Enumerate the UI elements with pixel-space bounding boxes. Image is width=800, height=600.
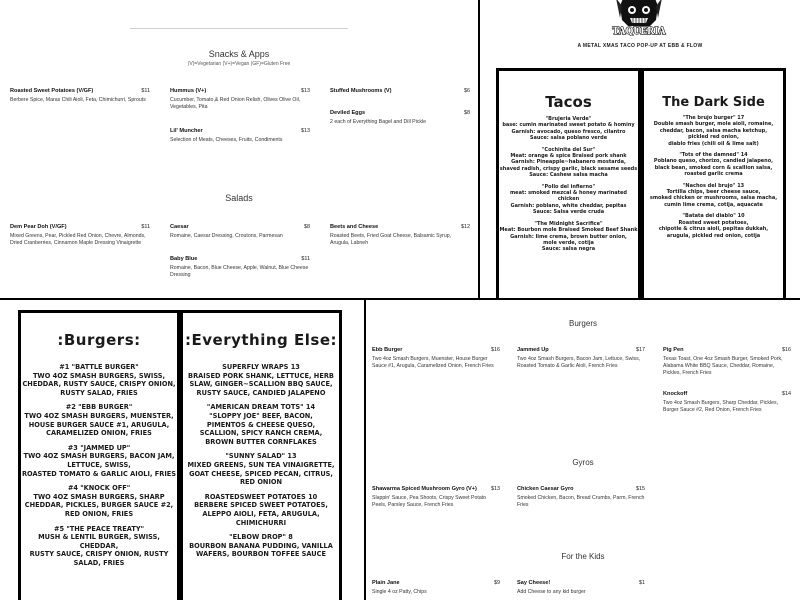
item-description: 2 each of Everything Bagel and Dill Pickle (330, 119, 427, 125)
menu-item (10, 88, 150, 104)
everything-else-line: BERBERE SPICED SWEET POTATOES, (194, 501, 328, 510)
logo-lettering: TAQUERIA (612, 26, 666, 36)
item-price: $13 (301, 128, 310, 134)
item-description: Romaine, Bacon, Blue Cheese, Apple, Walnut, Blue Cheese Dressing (170, 265, 309, 278)
menu-item (170, 128, 310, 144)
item-description: Smoked Chicken, Bacon, Bread Crumbs, Parm, French Fries (517, 495, 645, 508)
everything-else-line: RUSTY SAUCE, CANDIED JALAPENO (196, 388, 326, 397)
tacos-panel (496, 68, 641, 298)
item-name: Beets and Cheese (330, 224, 379, 230)
burger-line: CARAMELIZED ONION, FRIES (46, 429, 152, 438)
everything-else-line: MIXED GREENS, SUN TEA VINAIGRETTE, (187, 460, 335, 469)
item-price: $12 (461, 224, 470, 230)
item-name: Lil' Muncher (170, 128, 203, 134)
menu-item (170, 256, 310, 279)
taco-line: Meat: Bourbon mole Braised Smoked Beef Shank (499, 227, 638, 234)
dark-side-item-name: "The brujo burger" 17 (682, 115, 745, 121)
item-price: $1 (639, 580, 645, 586)
item-description: Single 4 oz Patty, Chips (372, 589, 427, 595)
burger-item (21, 363, 177, 397)
everything-else-line: BROWN BUTTER CORNFLAKES (205, 437, 317, 446)
taco-name: "Brujeria Verde" (545, 116, 592, 122)
menu-item (10, 224, 150, 247)
taco-name: "The Midnight Sacrifice" (534, 220, 603, 227)
tacos-title: Tacos (545, 93, 592, 111)
item-price: $8 (304, 224, 310, 230)
item-description: Roasted Beets, Fried Goat Cheese, Balsamic Syrup, Arugula, Labneh (330, 233, 452, 246)
taqueria-skull-logo (606, 0, 672, 36)
everything-else-panel (180, 310, 342, 600)
dark-side-panel (641, 68, 786, 298)
menu-item (372, 347, 500, 370)
item-price: $16 (491, 347, 500, 353)
burger-name: #3 "JAMMED UP" (67, 443, 131, 452)
item-name: Jammed Up (517, 347, 549, 353)
salads-section-title: Salads (225, 193, 253, 203)
item-name: Pig Pen (663, 347, 684, 353)
burgers-title: :Burgers: (57, 331, 141, 349)
item-description: Romaine, Caesar Dressing, Croutons, Parmesan (170, 233, 283, 239)
burgers-panel (18, 310, 180, 600)
taco-line: Garnish: avocado, queso fresco, cilantro (511, 128, 626, 135)
dark-side-line: diablo fries (chili oil & lime salt) (668, 140, 759, 147)
item-description: Add Cheese to any kid burger (517, 589, 586, 595)
item-description: Selection of Meats, Cheeses, Fruits, Condiments (170, 137, 283, 143)
item-name: Roasted Sweet Potatoes (V/GF) (10, 88, 94, 94)
burger-name: #1 "BATTLE BURGER" (59, 363, 139, 371)
item-description: Berbere Spice, Maras Chili Aioli, Feta, Chimichurri, Sprouts (10, 97, 146, 103)
item-name: Ebb Burger (372, 347, 403, 353)
burger-line: TWO 4OZ SMASH BURGERS, SWISS, (32, 371, 166, 380)
item-description: Two 4oz Smash Burgers, Muenster, House Burger Sauce #1, Arugula, Caramelized Onion, French Fries (372, 356, 494, 369)
item-price: $11 (301, 256, 310, 262)
snacks-salads-menu-page (0, 0, 478, 298)
item-description: Two 4oz Smash Burgers, Sharp Cheddar, Pickles, Burger Sauce #2, Red Onion, French Fries (663, 400, 779, 413)
burger-line: CHEDDAR, RUSTY SAUCE, CRISPY ONION, (22, 380, 176, 389)
taco-item (499, 184, 638, 216)
dark-side-line: smoked chicken or mushrooms, salsa macha, (649, 195, 778, 202)
taco-line: meat: smoked mezcal & honey marinated chicken (509, 190, 628, 203)
dark-side-item (644, 115, 783, 147)
taco-line: Meat: orange & spice Braised pork shank (510, 153, 627, 160)
burger-name: #5 "THE PEACE TREATY" (53, 524, 145, 533)
menu-item (517, 486, 645, 509)
item-description: Mixed Greens, Pear, Pickled Red Onion, Chevre, Almonds, Dried Cranberries, Cinnamon Maple Dressing Vinaigrette (10, 233, 146, 246)
burger-line: LETTUCE, SWISS, (67, 460, 131, 469)
item-price: $6 (464, 88, 470, 94)
menu-item (372, 486, 500, 509)
menu-item (372, 580, 500, 596)
dark-side-item (644, 213, 783, 239)
taco-item (499, 116, 638, 142)
item-name: Baby Blue (170, 256, 198, 262)
dark-side-line: roasted garlic crema (684, 171, 743, 178)
item-price: $13 (301, 88, 310, 94)
taco-line: Garnish: lime crema, brown butter onion, (510, 233, 627, 240)
item-price: $13 (491, 486, 500, 492)
dark-side-title: The Dark Side (662, 95, 765, 110)
item-description: Cucumber, Tomato,& Red Onion Relish, Olives Olive Oil, Vegetables, Pita (170, 97, 301, 110)
taco-line: Garnish: Pineapple~habanero mostarda, (511, 159, 626, 166)
item-description: Two 4oz Smash Burgers, Bacon Jam, Lettuce, Swiss, Roasted Tomato & Garlic Aioli, French Fries (517, 356, 641, 369)
taqueria-tagline: A METAL XMAS TACO POP-UP AT EBB & FLOW (577, 43, 703, 49)
everything-else-item (183, 363, 339, 397)
everything-else-line: CHIMICHURRI (235, 518, 287, 527)
taco-line: Sauce: Cashew salsa macha (529, 172, 608, 179)
burger-item (21, 484, 177, 518)
taqueria-poster (480, 0, 800, 298)
everything-else-item (183, 403, 339, 446)
everything-else-line: RED ONION (239, 478, 283, 487)
item-description: Texas Toast, One 4oz Smash Burger, Smoked Pork, Alabama White BBQ Sauce, Cheddar, Romaine, Pickles, French Fries (663, 356, 783, 376)
dark-side-item-name: "Batata del diablo" 10 (682, 213, 745, 220)
burger-line: RUSTY SALAD, FRIES (60, 388, 138, 397)
everything-else-name: "AMERICAN DREAM TOTS" 14 (206, 403, 316, 412)
menu-item (330, 110, 470, 126)
everything-else-item (183, 452, 339, 486)
menu-item (517, 347, 645, 370)
item-price: $11 (141, 224, 150, 230)
diet-legend-note: (V)=Vegetarian (V+)=Vegan (GF)=Gluten Free (187, 61, 291, 67)
header-rule (130, 28, 348, 29)
burger-name: #2 "EBB BURGER" (65, 403, 133, 412)
taco-line: mole verde, cotija (543, 239, 594, 246)
everything-else-name: "ELBOW DROP" 8 (229, 533, 293, 542)
dark-side-line: pickled red onion, (688, 134, 739, 141)
menu-item (170, 88, 310, 111)
everything-else-title: :Everything Else: (185, 331, 337, 349)
gyros-section-title: Gyros (572, 458, 594, 467)
burger-line: ROASTED TOMATO & GARLIC AIOLI, FRIES (21, 469, 177, 478)
burgers-poster (0, 300, 364, 600)
item-price: $9 (494, 580, 500, 586)
everything-else-line: SLAW, GINGER~SCALLION BBQ SAUCE, (189, 380, 333, 389)
item-name: Plain Jane (372, 580, 400, 586)
dark-side-item (644, 152, 783, 178)
menu-item (330, 88, 470, 95)
everything-else-line: "SLOPPY JOE" BEEF, BACON, (209, 411, 313, 420)
menu-item (517, 580, 645, 596)
item-name: Dem Pear Doh (V/GF) (10, 224, 67, 230)
everything-else-line: SCALLION, SPICY RANCH CREMA, (199, 429, 323, 438)
burger-line: HOUSE BURGER SAUCE #1, ARUGULA, (28, 420, 170, 429)
burger-item (21, 525, 177, 568)
snacks-section-title: Snacks & Apps (208, 49, 270, 59)
burger-line: CHEDDAR, PICKLES, BURGER SAUCE #2, (24, 501, 174, 510)
menu-item (170, 224, 310, 240)
burger-line: MUSH & LENTIL BURGER, SWISS, CHEDDAR, (38, 533, 160, 550)
everything-else-line: BOURBON BANANA PUDDING, VANILLA (189, 541, 333, 550)
item-name: Hummus (V+) (170, 88, 207, 94)
item-price: $15 (636, 486, 645, 492)
item-name: Caesar (170, 224, 189, 230)
dark-side-item-name: "Nachos del brujo" 13 (682, 182, 745, 189)
taco-line: shaved radish, crispy garlic, black sesame seeds (499, 165, 638, 172)
item-name: Knockoff (663, 391, 688, 397)
burger-line: SALAD, FRIES (73, 558, 125, 567)
everything-else-name: SUPERFLY WRAPS 13 (222, 363, 300, 371)
item-price: $8 (464, 110, 470, 116)
item-price: $14 (782, 391, 791, 397)
taco-line: Sauce: salsa negra (541, 246, 596, 253)
dark-side-item (644, 183, 783, 209)
item-price: $16 (782, 347, 791, 353)
kids-section-title: For the Kids (561, 552, 605, 561)
taco-line: Garnish: poblano, white cheddar, pepitas (510, 202, 627, 209)
dark-side-line: Tortilla chips, beer cheese sauce, (666, 189, 761, 196)
burger-line: TWO 4OZ SMASH BURGERS, MUENSTER, (24, 411, 174, 420)
dark-side-line: Double smash burger, mole aioli, romaine, (653, 121, 774, 128)
everything-else-item (183, 533, 339, 559)
burger-item (21, 444, 177, 478)
taco-line: Sauce: Salsa verde cruda (532, 209, 605, 216)
everything-else-name: ROASTEDSWEET POTATOES 10 (204, 492, 318, 501)
burger-line: RUSTY SAUCE, CRISPY ONION, RUSTY (29, 550, 169, 559)
taco-item (499, 221, 638, 253)
dark-side-line: cheddar, bacon, salsa macha ketchup, (659, 127, 768, 134)
everything-else-line: PIMENTOS & CHEESE QUESO, (206, 420, 316, 429)
dark-side-item-name: "Tots of the damned" 14 (679, 152, 748, 159)
dark-side-line: black bean, smoked corn & scallion salsa, (654, 164, 773, 171)
item-price: $17 (636, 347, 645, 353)
dark-side-line: Poblano queso, chorizo, candied jalapeno, (653, 158, 774, 165)
dark-side-line: cumin lime crema, cotija, aquacate (664, 201, 763, 208)
taco-name: "Cochinita del Sur" (541, 146, 596, 153)
item-name: Chicken Caesar Gyro (517, 486, 574, 492)
taco-item (499, 147, 638, 179)
item-name: Deviled Eggs (330, 110, 366, 116)
item-name: Say Cheese! (517, 580, 551, 586)
taco-line: base: cumin marinated sweet potato & hominy (502, 122, 635, 129)
burger-line: TWO 4OZ SMASH BURGERS, SHARP (33, 492, 165, 501)
taco-line: Sauce: salsa poblano verde (529, 135, 608, 142)
dark-side-line: chipotle & citrus aioli, pepitas dukkah, (658, 226, 769, 233)
everything-else-line: ALEPPO AIOLI, FETA, ARUGULA, (202, 509, 320, 518)
everything-else-line: WAFERS, BOURBON TOFFEE SAUCE (196, 550, 326, 559)
menu-item (330, 224, 470, 247)
item-price: $11 (141, 88, 150, 94)
everything-else-line: GOAT CHEESE, SPICED PECAN, CITRUS, (189, 469, 333, 478)
item-description: Slappin' Sauce, Pea Shoots, Crispy Sweet Potato Peels, Parsley Sauce, French Fries (372, 495, 487, 508)
everything-else-name: "SUNNY SALAD" 13 (225, 452, 297, 461)
taco-name: "Pollo del infierno" (541, 183, 596, 190)
menu-item (663, 347, 791, 377)
burger-item (21, 403, 177, 437)
dark-side-line: arugula, pickled red onion, cotija (666, 232, 761, 239)
burger-line: TWO 4OZ SMASH BURGERS, BACON JAM, (23, 452, 175, 461)
dark-side-line: Roasted sweet potatoes, (678, 219, 749, 226)
burgers-gyros-menu-page (366, 300, 800, 600)
item-name: Shawarma Spiced Mushroom Gyro (V+) (372, 486, 477, 492)
item-name: Stuffed Mushrooms (V) (330, 88, 392, 94)
burger-name: #4 "KNOCK OFF" (67, 484, 131, 493)
burgers-section-title: Burgers (568, 319, 597, 328)
everything-else-item (183, 493, 339, 527)
everything-else-line: BRAISED PORK SHANK, LETTUCE, HERB (188, 371, 334, 380)
menu-item (663, 391, 791, 414)
burger-line: RED ONION, FRIES (64, 509, 134, 518)
